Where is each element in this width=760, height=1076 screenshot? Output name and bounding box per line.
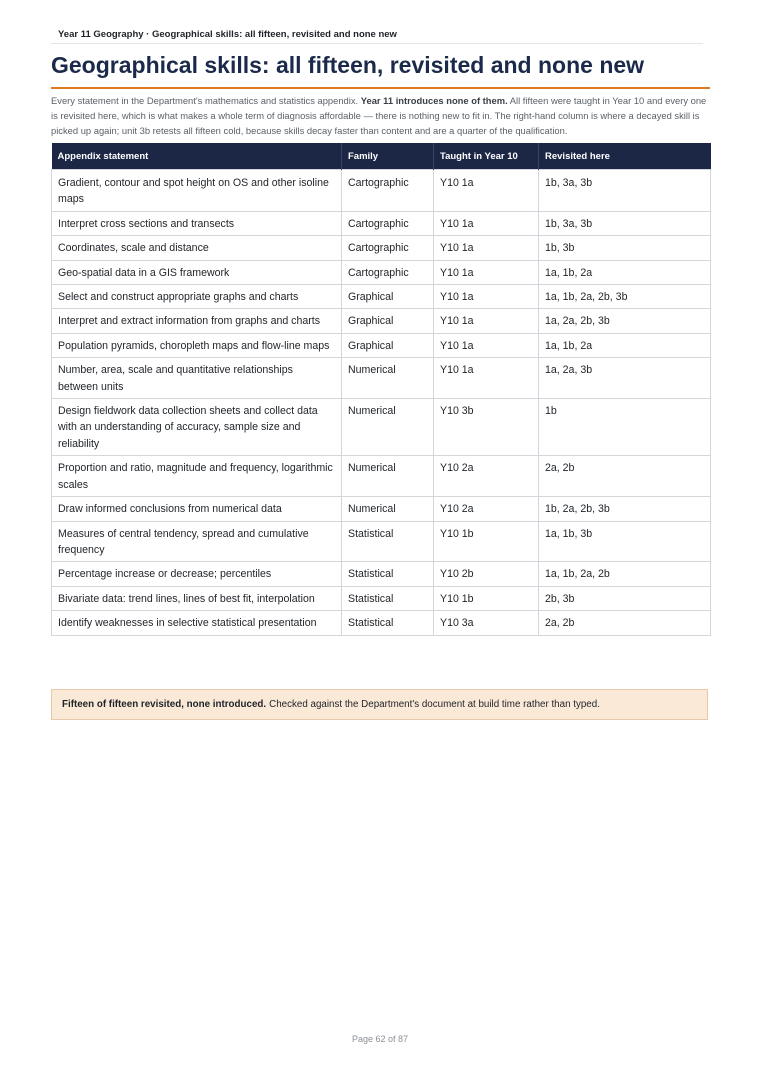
table-row xyxy=(52,562,711,586)
cell-family: Graphical xyxy=(342,285,434,309)
column-header-statement: Appendix statement xyxy=(52,143,342,170)
cell-taught: Y10 2a xyxy=(434,456,539,497)
cell-statement: Bivariate data: trend lines, lines of best fit, interpolation xyxy=(52,586,342,610)
table-row xyxy=(52,236,711,260)
column-header-taught: Taught in Year 10 xyxy=(434,143,539,170)
cell-revisited: 1a, 1b, 2a xyxy=(539,333,711,357)
cell-taught: Y10 1a xyxy=(434,236,539,260)
cell-taught: Y10 1a xyxy=(434,333,539,357)
cell-revisited: 1a, 1b, 2a, 2b, 3b xyxy=(539,285,711,309)
cell-taught: Y10 1b xyxy=(434,521,539,562)
cell-taught: Y10 1a xyxy=(434,309,539,333)
cell-revisited: 2b, 3b xyxy=(539,586,711,610)
table-row xyxy=(52,399,711,456)
cell-revisited: 1a, 1b, 2a xyxy=(539,260,711,284)
cell-family: Cartographic xyxy=(342,236,434,260)
cell-revisited: 1b xyxy=(539,399,711,456)
cell-statement: Coordinates, scale and distance xyxy=(52,236,342,260)
cell-statement: Select and construct appropriate graphs and charts xyxy=(52,285,342,309)
page-title: Geographical skills: all fifteen, revisited and none new xyxy=(51,52,645,78)
cell-taught: Y10 2b xyxy=(434,562,539,586)
table-row xyxy=(52,285,711,309)
cell-taught: Y10 3a xyxy=(434,611,539,635)
table-row xyxy=(52,211,711,235)
cell-revisited: 1b, 3b xyxy=(539,236,711,260)
table-row xyxy=(52,333,711,357)
table-body xyxy=(52,170,711,636)
cell-family: Graphical xyxy=(342,309,434,333)
cell-family: Cartographic xyxy=(342,211,434,235)
cell-family: Cartographic xyxy=(342,260,434,284)
cell-statement: Geo-spatial data in a GIS framework xyxy=(52,260,342,284)
intro-paragraph xyxy=(51,93,711,138)
intro-rest: All fifteen were taught in Year 10 and every one is revisited here, which is what makes a whole term of diagnosis affordable — there is nothing new to fit in. The right-hand column is where a decayed skill is picked up again; unit 3b retests all fifteen cold, because skills decay faster than content and are a quarter of the qualification. xyxy=(51,95,707,136)
table-row xyxy=(52,521,711,562)
running-header: Year 11 Geography · Geographical skills: all fifteen, revisited and none new xyxy=(58,29,397,40)
cell-taught: Y10 1a xyxy=(434,260,539,284)
callout-text: Checked against the Department's document at build time rather than typed. xyxy=(269,699,600,710)
cell-statement: Identify weaknesses in selective statistical presentation xyxy=(52,611,342,635)
cell-revisited: 1a, 1b, 3b xyxy=(539,521,711,562)
cell-taught: Y10 1b xyxy=(434,586,539,610)
cell-taught: Y10 2a xyxy=(434,497,539,521)
cell-statement: Draw informed conclusions from numerical data xyxy=(52,497,342,521)
table-row xyxy=(52,358,711,399)
cell-revisited: 1b, 3a, 3b xyxy=(539,211,711,235)
cell-family: Numerical xyxy=(342,497,434,521)
cell-statement: Proportion and ratio, magnitude and frequency, logarithmic scales xyxy=(52,456,342,497)
cell-taught: Y10 1a xyxy=(434,285,539,309)
table-row xyxy=(52,170,711,212)
cell-family: Numerical xyxy=(342,456,434,497)
table-row xyxy=(52,456,711,497)
cell-family: Graphical xyxy=(342,333,434,357)
cell-revisited: 1b, 3a, 3b xyxy=(539,170,711,212)
cell-revisited: 2a, 2b xyxy=(539,456,711,497)
cell-statement: Population pyramids, choropleth maps and flow-line maps xyxy=(52,333,342,357)
cell-family: Numerical xyxy=(342,399,434,456)
cell-revisited: 2a, 2b xyxy=(539,611,711,635)
cell-family: Statistical xyxy=(342,562,434,586)
cell-statement: Measures of central tendency, spread and cumulative frequency xyxy=(52,521,342,562)
table-row xyxy=(52,611,711,635)
header-divider xyxy=(51,43,703,44)
cell-statement: Design fieldwork data collection sheets and collect data with an understanding of accuracy, sample size and reliability xyxy=(52,399,342,456)
table-header-row xyxy=(52,143,711,170)
cell-taught: Y10 1a xyxy=(434,358,539,399)
table-row xyxy=(52,586,711,610)
cell-taught: Y10 1a xyxy=(434,170,539,212)
cell-taught: Y10 3b xyxy=(434,399,539,456)
title-accent-rule xyxy=(51,87,710,89)
column-header-revisited: Revisited here xyxy=(539,143,711,170)
cell-family: Statistical xyxy=(342,586,434,610)
table-row xyxy=(52,309,711,333)
table-row xyxy=(52,497,711,521)
cell-family: Statistical xyxy=(342,611,434,635)
table-row xyxy=(52,260,711,284)
intro-emphasis: Year 11 introduces none of them. xyxy=(360,95,508,106)
cell-statement: Gradient, contour and spot height on OS and other isoline maps xyxy=(52,170,342,212)
callout-strong-text: Fifteen of fifteen revisited, none introduced. xyxy=(62,699,267,710)
column-header-family: Family xyxy=(342,143,434,170)
cell-statement: Percentage increase or decrease; percentiles xyxy=(52,562,342,586)
page-number: Page 62 of 87 xyxy=(351,1034,409,1044)
intro-lead: Every statement in the Department's mathematics and statistics appendix. xyxy=(51,95,359,106)
cell-statement: Number, area, scale and quantitative relationships between units xyxy=(52,358,342,399)
cell-family: Cartographic xyxy=(342,170,434,212)
cell-family: Numerical xyxy=(342,358,434,399)
cell-statement: Interpret and extract information from graphs and charts xyxy=(52,309,342,333)
skills-table xyxy=(51,143,711,636)
cell-revisited: 1a, 2a, 3b xyxy=(539,358,711,399)
cell-taught: Y10 1a xyxy=(434,211,539,235)
cell-family: Statistical xyxy=(342,521,434,562)
cell-revisited: 1b, 2a, 2b, 3b xyxy=(539,497,711,521)
cell-revisited: 1a, 1b, 2a, 2b xyxy=(539,562,711,586)
summary-callout xyxy=(51,689,708,720)
cell-revisited: 1a, 2a, 2b, 3b xyxy=(539,309,711,333)
cell-statement: Interpret cross sections and transects xyxy=(52,211,342,235)
